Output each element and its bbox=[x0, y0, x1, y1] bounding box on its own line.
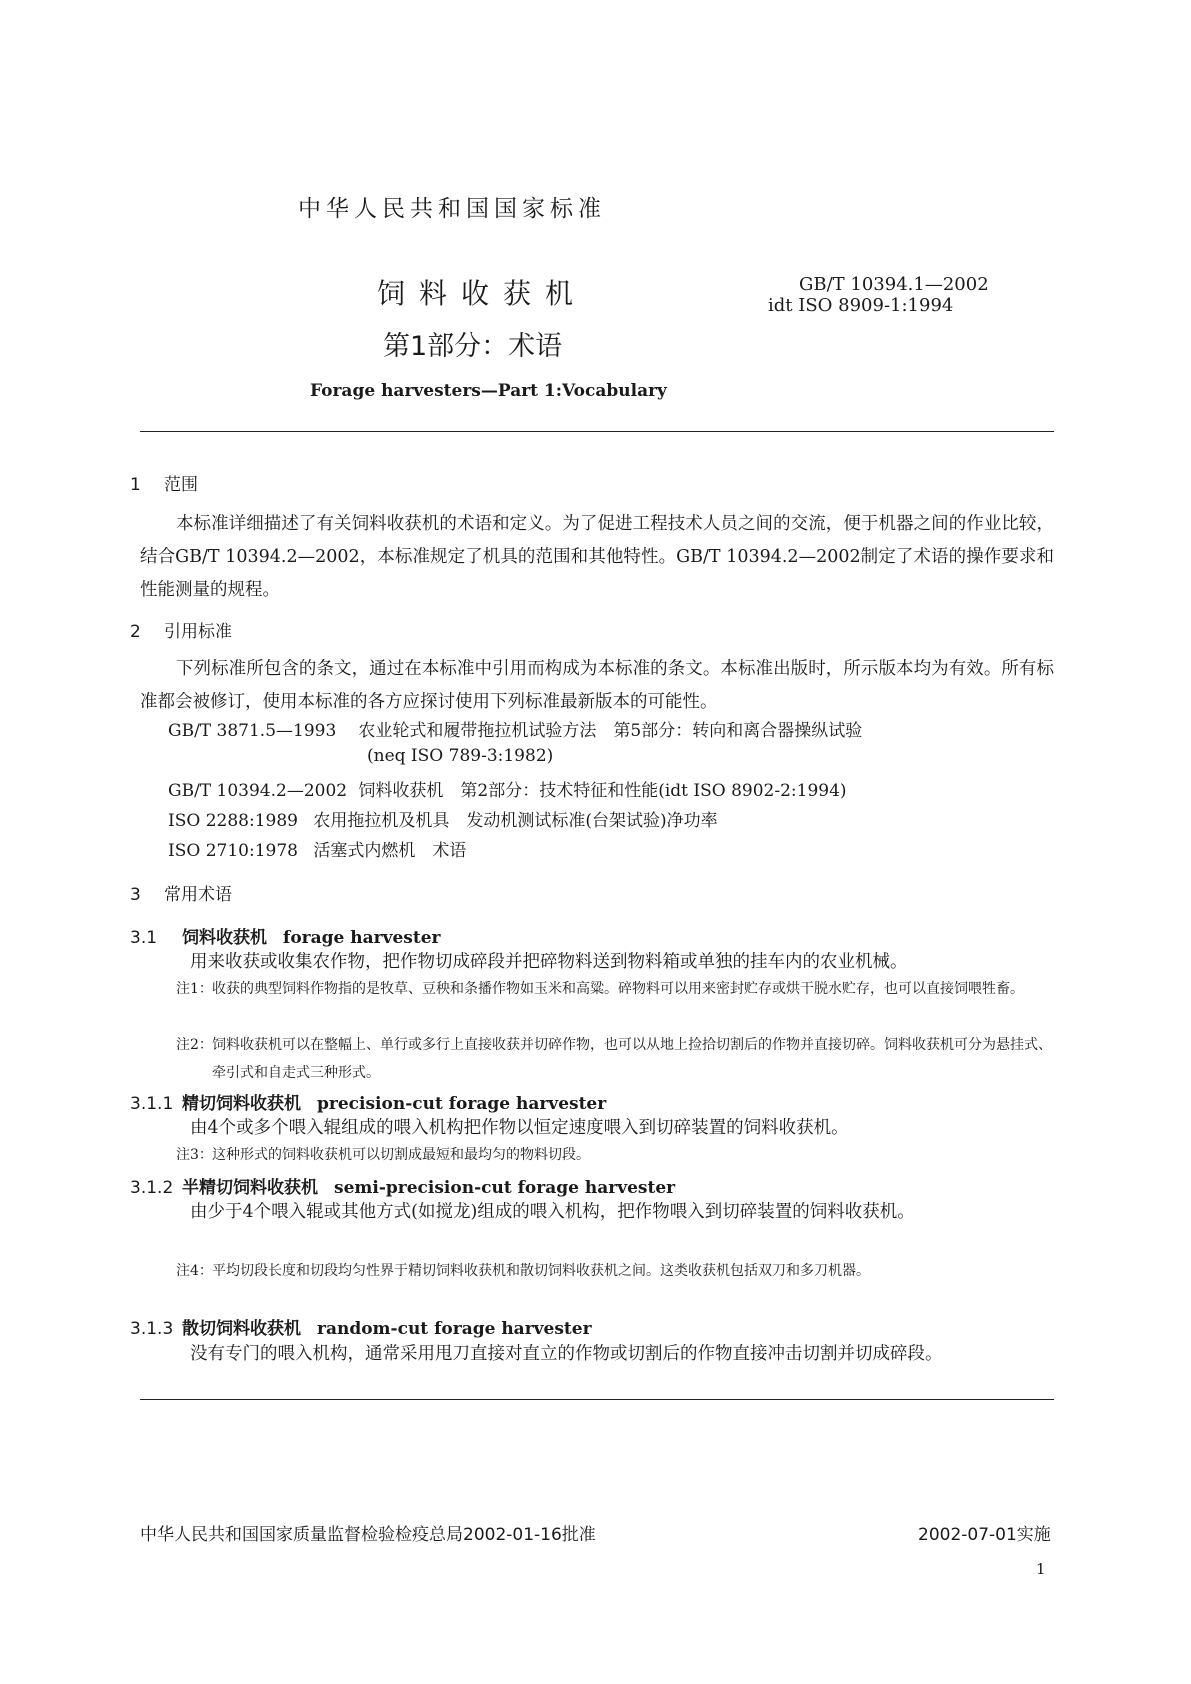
section-number: 3 bbox=[130, 885, 141, 905]
reference-continuation: (neq ISO 789-3:1982) bbox=[367, 746, 554, 766]
reference-item bbox=[168, 776, 847, 801]
term-definition: 没有专门的喂入机构，通常采用甩刀直接对直立的作物或切割后的作物直接冲击切割并切成碎段。 bbox=[190, 1344, 943, 1364]
reference-code: ISO 2710:1978 bbox=[168, 841, 298, 861]
term-definition: 由4个或多个喂入辊组成的喂入机构把作物以恒定速度喂入到切碎装置的饲料收获机。 bbox=[190, 1118, 849, 1138]
term-heading bbox=[130, 1173, 675, 1198]
reference-text: 农业轮式和履带拖拉机试验方法 第5部分：转向和离合器操纵试验 bbox=[358, 721, 863, 741]
reference-text: 活塞式内燃机 术语 bbox=[313, 841, 467, 861]
term-heading bbox=[130, 1089, 606, 1114]
section-title: 引用标准 bbox=[164, 622, 232, 642]
section-number: 2 bbox=[130, 622, 141, 642]
document-subtitle: 第1部分：术语 bbox=[383, 331, 563, 362]
page-number: 1 bbox=[1036, 1560, 1046, 1578]
term-english: semi-precision-cut forage harvester bbox=[334, 1178, 676, 1198]
term-heading bbox=[130, 1314, 592, 1339]
national-standard-header: 中华人民共和国国家标准 bbox=[298, 196, 606, 222]
footer-divider bbox=[140, 1399, 1054, 1400]
note-label: 注2： bbox=[176, 1037, 213, 1053]
term-note bbox=[176, 975, 1054, 1003]
note-label: 注3： bbox=[176, 1147, 213, 1163]
section-1-heading bbox=[130, 470, 198, 495]
term-english: precision-cut forage harvester bbox=[317, 1094, 607, 1114]
reference-item bbox=[168, 836, 466, 861]
term-definition: 用来收获或收集农作物，把作物切成碎段并把碎物料送到物料箱或单独的挂车内的农业机械。 bbox=[190, 952, 908, 972]
note-text: 这种形式的饲料收获机可以切割成最短和最均匀的物料切段。 bbox=[212, 1147, 590, 1163]
term-note bbox=[176, 1257, 1054, 1285]
reference-item bbox=[168, 806, 718, 831]
note-label: 注4： bbox=[176, 1263, 213, 1279]
note-text: 饲料收获机可以在整幅上、单行或多行上直接收获并切碎作物，也可以从地上捡拾切割后的作物并直接切碎。饲料收获机可分为悬挂式、牵引式和自走式三种形式。 bbox=[212, 1037, 1052, 1081]
header-divider bbox=[140, 431, 1054, 432]
note-label: 注1： bbox=[176, 981, 213, 997]
section-2-body bbox=[140, 653, 1054, 719]
term-english: random-cut forage harvester bbox=[317, 1319, 592, 1339]
term-chinese: 半精切饲料收获机 bbox=[182, 1178, 318, 1198]
term-note bbox=[176, 1031, 1054, 1087]
reference-text: 饲料收获机 第2部分：技术特征和性能(idt ISO 8902-2:1994) bbox=[358, 781, 847, 801]
section-3-heading bbox=[130, 880, 232, 905]
section-1-body bbox=[140, 508, 1054, 607]
term-number: 3.1 bbox=[130, 928, 158, 948]
term-chinese: 散切饲料收获机 bbox=[182, 1319, 301, 1339]
section-2-heading bbox=[130, 617, 232, 642]
reference-code: GB/T 3871.5—1993 bbox=[168, 721, 337, 741]
term-definition: 由少于4个喂入辊或其他方式(如搅龙)组成的喂入机构，把作物喂入到切碎装置的饲料收获机。 bbox=[190, 1202, 915, 1222]
reference-text: 农用拖拉机及机具 发动机测试标准(台架试验)净功率 bbox=[313, 811, 718, 831]
section-title: 范围 bbox=[164, 475, 198, 495]
term-chinese: 精切饲料收获机 bbox=[182, 1094, 301, 1114]
reference-code: ISO 2288:1989 bbox=[168, 811, 298, 831]
paragraph: 下列标准所包含的条文，通过在本标准中引用而构成为本标准的条文。本标准出版时，所示版本均为有效。所有标准都会被修订，使用本标准的各方应探讨使用下列标准最新版本的可能性。 bbox=[140, 659, 1054, 712]
term-number: 3.1.1 bbox=[130, 1094, 174, 1114]
paragraph: 本标准详细描述了有关饲料收获机的术语和定义。为了促进工程技术人员之间的交流，便于机器之间的作业比较，结合GB/T 10394.2—2002，本标准规定了机具的范围和其他特性。GB/T 10394.2—2002制定了术语的操作要求和性能测量的规程。 bbox=[140, 514, 1054, 600]
implementation-date: 2002-07-01实施 bbox=[918, 1525, 1051, 1545]
term-english: forage harvester bbox=[283, 928, 441, 948]
note-text: 平均切段长度和切段均匀性界于精切饲料收获机和散切饲料收获机之间。这类收获机包括双刀和多刀机器。 bbox=[212, 1263, 870, 1279]
standard-equivalence: idt ISO 8909-1:1994 bbox=[768, 295, 954, 316]
reference-item bbox=[168, 716, 862, 741]
english-title: Forage harvesters—Part 1:Vocabulary bbox=[310, 381, 667, 401]
term-heading bbox=[130, 923, 440, 948]
section-number: 1 bbox=[130, 475, 141, 495]
standard-code: GB/T 10394.1—2002 bbox=[799, 274, 989, 295]
approval-statement: 中华人民共和国国家质量监督检验检疫总局2002-01-16批准 bbox=[140, 1525, 596, 1545]
term-number: 3.1.3 bbox=[130, 1319, 174, 1339]
term-note bbox=[176, 1141, 1054, 1169]
term-number: 3.1.2 bbox=[130, 1178, 174, 1198]
term-chinese: 饲料收获机 bbox=[182, 928, 267, 948]
note-text: 收获的典型饲料作物指的是牧草、豆秧和条播作物如玉米和高粱。碎物料可以用来密封贮存或烘干脱水贮存，也可以直接饲喂牲畜。 bbox=[212, 981, 1024, 997]
section-title: 常用术语 bbox=[164, 885, 232, 905]
document-title: 饲料收获机 bbox=[377, 277, 588, 310]
reference-code: GB/T 10394.2—2002 bbox=[168, 781, 348, 801]
